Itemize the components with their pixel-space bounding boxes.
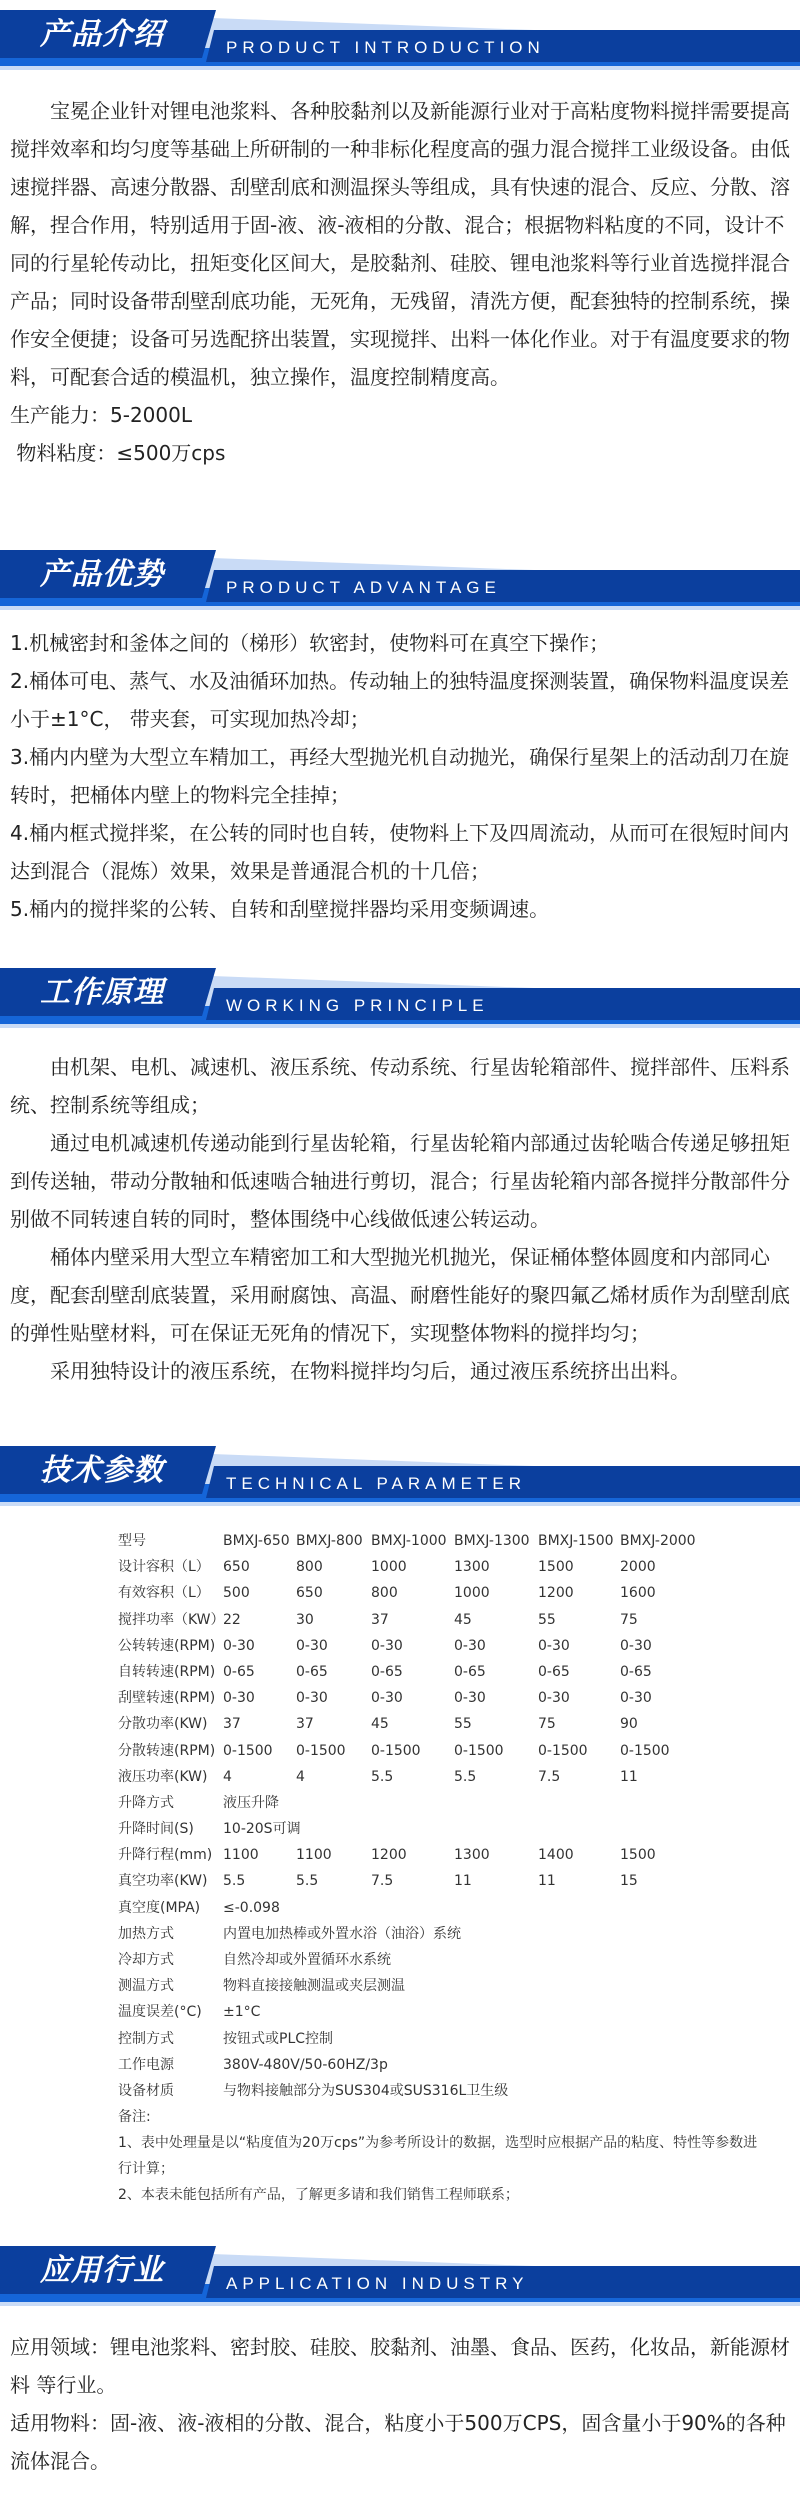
- table-cell: 5.5: [454, 1768, 477, 1785]
- section-working: [0, 958, 800, 1418]
- technical-banner: [0, 1436, 800, 1506]
- table-row: [118, 1921, 758, 1947]
- table-cell: 4: [223, 1768, 232, 1785]
- table-cell: 1000: [371, 1559, 407, 1576]
- table-header-cell: BMXJ-800: [296, 1533, 363, 1549]
- table-cell: 1100: [223, 1847, 259, 1864]
- working-body: [10, 1048, 794, 1390]
- table-row: [118, 1999, 758, 2025]
- table-cell: 0-1500: [454, 1742, 504, 1759]
- application-materials: 适用物料：固-液、液-液相的分散、混合，粘度小于500万CPS，固含量小于90%的各种流体混合。: [10, 2411, 786, 2473]
- section-technical: [0, 1436, 800, 2256]
- table-cell: 测温方式: [118, 1978, 174, 1995]
- table-cell: 55: [454, 1716, 472, 1733]
- advantage-item: 5.桶内的搅拌桨的公转、自转和刮壁搅拌器均采用变频调速。: [10, 897, 550, 921]
- note-item: 2、本表未能包括所有产品，了解更多请和我们销售工程师联系；: [118, 2187, 519, 2204]
- table-cell: 800: [371, 1585, 398, 1602]
- table-cell: 物料直接接触测温或夹层测温: [223, 1978, 405, 1995]
- intro-paragraph: 宝冕企业针对锂电池浆料、各种胶黏剂以及新能源行业对于高粘度物料搅拌需要提高搅拌效率和均匀度等基础上所研制的一种非标化程度高的强力混合搅拌工业级设备。由低速搅拌器、高速分散器、刮壁刮底和测温探头等组成，具有快速的混合、反应、分散、溶解，捏合作用，特别适用于固-液、液-液相的分散、混合；根据物料粘度的不同，设计不同的行星轮传动比，扭矩变化区间大，是胶黏剂、硅胶、锂电池浆料等行业首选搅拌混合产品；同时设备带刮壁刮底功能，无死角，无残留，清洗方便，配套独特的控制系统，操作安全便捷；设备可另选配挤出装置，实现搅拌、出料一体化作业。对于有温度要求的物料，可配套合适的模温机，独立操作，温度控制精度高。: [10, 99, 790, 389]
- table-cell: 5.5: [223, 1873, 246, 1890]
- table-row: [118, 1842, 758, 1868]
- table-header-row: [118, 1528, 758, 1554]
- advantage-title-en: PRODUCT ADVANTAGE: [226, 578, 501, 597]
- table-header-cell: 型号: [118, 1533, 146, 1549]
- table-cell: 1100: [296, 1847, 332, 1864]
- table-cell: 90: [620, 1716, 638, 1733]
- table-cell: 1300: [454, 1559, 490, 1576]
- table-cell: 5.5: [296, 1873, 319, 1890]
- table-cell: 分散转速(RPM): [118, 1742, 216, 1759]
- table-row: [118, 2026, 758, 2052]
- section-intro: [0, 0, 800, 520]
- table-cell: 1400: [538, 1847, 574, 1864]
- table-cell: 22: [223, 1611, 241, 1628]
- table-row: [118, 1738, 758, 1764]
- table-cell: 75: [620, 1611, 638, 1628]
- table-cell: 有效容积（L）: [118, 1585, 210, 1602]
- table-cell: 设备材质: [118, 2082, 174, 2099]
- table-cell: ±1°C: [223, 2004, 261, 2021]
- table-cell: 30: [296, 1611, 314, 1628]
- table-row: [118, 1764, 758, 1790]
- table-cell: 搅拌功率（KW）: [118, 1611, 225, 1628]
- table-cell: 37: [296, 1716, 314, 1733]
- table-cell: 0-65: [371, 1663, 403, 1680]
- intro-body: [10, 92, 794, 472]
- table-cell: 5.5: [371, 1768, 394, 1785]
- working-paragraph: 桶体内壁采用大型立车精密加工和大型抛光机抛光，保证桶体整体圆度和内部同心度，配套刮壁刮底装置，采用耐腐蚀、高温、耐磨性能好的聚四氟乙烯材质作为刮壁刮底的弹性贴壁材料，可在保证无死角的情况下，实现整体物料的搅拌均匀；: [10, 1245, 790, 1345]
- table-cell: 自转转速(RPM): [118, 1663, 216, 1680]
- intro-title: 产品介绍: [40, 17, 164, 52]
- parameter-table: [118, 1528, 758, 2208]
- table-cell: 真空度(MPA): [118, 1899, 201, 1916]
- table-cell: 11: [454, 1873, 472, 1890]
- table-cell: 11: [620, 1768, 638, 1785]
- table-cell: 800: [296, 1559, 323, 1576]
- table-cell: 2000: [620, 1559, 656, 1576]
- table-header-cell: BMXJ-2000: [620, 1533, 696, 1549]
- table-cell: 650: [296, 1585, 323, 1602]
- table-cell: 7.5: [538, 1768, 561, 1785]
- table-cell: 0-1500: [620, 1742, 670, 1759]
- table-cell: 与物料接触部分为SUS304或SUS316L卫生级: [223, 2082, 509, 2099]
- table-cell: 55: [538, 1611, 556, 1628]
- table-cell: 37: [371, 1611, 389, 1628]
- table-header-cell: BMXJ-650: [223, 1533, 290, 1549]
- table-cell: 37: [223, 1716, 241, 1733]
- table-cell: 0-30: [538, 1690, 570, 1707]
- working-paragraph: 由机架、电机、减速机、液压系统、传动系统、行星齿轮箱部件、搅拌部件、压料系统、控制系统等组成；: [10, 1055, 790, 1117]
- working-title-en: WORKING PRINCIPLE: [226, 996, 489, 1015]
- table-cell: 1300: [454, 1847, 490, 1864]
- table-cell: 0-65: [296, 1663, 328, 1680]
- table-header-cell: BMXJ-1500: [538, 1533, 614, 1549]
- table-row: [118, 1868, 758, 1894]
- table-cell: 15: [620, 1873, 638, 1890]
- table-row: [118, 1607, 758, 1633]
- table-cell: 0-65: [223, 1663, 255, 1680]
- table-cell: 0-30: [223, 1690, 255, 1707]
- table-cell: 加热方式: [118, 1925, 174, 1942]
- table-cell: 升降方式: [118, 1794, 174, 1811]
- advantage-item: 3.桶内内壁为大型立车精加工，再经大型抛光机自动抛光，确保行星架上的活动刮刀在旋转时，把桶体内壁上的物料完全挂掉；: [10, 745, 790, 807]
- advantage-item: 2.桶体可电、蒸气、水及油循环加热。传动轴上的独特温度探测装置，确保物料温度误差小于±1°C， 带夹套，可实现加热冷却；: [10, 669, 790, 731]
- table-cell: 0-30: [371, 1690, 403, 1707]
- table-cell: 公转转速(RPM): [118, 1637, 216, 1654]
- table-cell: 0-30: [296, 1690, 328, 1707]
- table-cell: 45: [454, 1611, 472, 1628]
- advantage-item: 4.桶内框式搅拌桨，在公转的同时也自转，使物料上下及四周流动，从而可在很短时间内达到混合（混炼）效果，效果是普通混合机的十几倍；: [10, 821, 790, 883]
- table-cell: 1600: [620, 1585, 656, 1602]
- table-cell: 1500: [538, 1559, 574, 1576]
- application-fields: 应用领域：锂电池浆料、密封胶、硅胶、胶黏剂、油墨、食品、医药，化妆品，新能源材料 等行业。: [10, 2335, 790, 2397]
- table-cell: 650: [223, 1559, 250, 1576]
- table-cell: 1200: [538, 1585, 574, 1602]
- section-application: [0, 2236, 800, 2496]
- table-row: [118, 1554, 758, 1580]
- working-paragraph: 通过电机减速机传递动能到行星齿轮箱，行星齿轮箱内部通过齿轮啮合传递足够扭矩到传送轴，带动分散轴和低速啮合轴进行剪切，混合；行星齿轮箱内部各搅拌分散部件分别做不同转速自转的同时，整体围绕中心线做低速公转运动。: [10, 1131, 790, 1231]
- table-cell: 温度误差(°C): [118, 2004, 202, 2021]
- table-cell: 分散功率(KW): [118, 1716, 208, 1733]
- application-title-en: APPLICATION INDUSTRY: [226, 2274, 529, 2293]
- table-cell: 升降时间(S): [118, 1821, 194, 1838]
- application-body: [10, 2328, 794, 2480]
- table-cell: 0-30: [620, 1690, 652, 1707]
- table-cell: 0-65: [538, 1663, 570, 1680]
- table-cell: 真空功率(KW): [118, 1873, 208, 1890]
- table-cell: 工作电源: [118, 2056, 174, 2073]
- table-cell: 刮壁转速(RPM): [118, 1690, 216, 1707]
- table-cell: 380V-480V/50-60HZ/3p: [223, 2056, 388, 2073]
- section-advantage: [0, 540, 800, 960]
- table-cell: 0-30: [371, 1637, 403, 1654]
- table-cell: 1200: [371, 1847, 407, 1864]
- table-row: [118, 1790, 758, 1816]
- table-cell: 7.5: [371, 1873, 394, 1890]
- notes-title: 备注:: [118, 2109, 151, 2126]
- table-cell: 0-30: [296, 1637, 328, 1654]
- intro-capacity: 生产能力：5-2000L: [10, 403, 192, 427]
- table-cell: 液压功率(KW): [118, 1768, 208, 1785]
- table-cell: 75: [538, 1716, 556, 1733]
- table-row: [118, 2052, 758, 2078]
- table-row: [118, 1633, 758, 1659]
- table-cell: 控制方式: [118, 2030, 174, 2047]
- intro-banner: [0, 0, 800, 70]
- table-cell: 0-30: [454, 1637, 486, 1654]
- table-cell: 45: [371, 1716, 389, 1733]
- table-cell: 0-1500: [296, 1742, 346, 1759]
- table-header-cell: BMXJ-1000: [371, 1533, 447, 1549]
- table-cell: 10-20S可调: [223, 1821, 301, 1838]
- table-cell: 自然冷却或外置循环水系统: [223, 1952, 391, 1968]
- table-cell: 0-65: [454, 1663, 486, 1680]
- table-cell: 1000: [454, 1585, 490, 1602]
- application-title: 应用行业: [40, 2253, 164, 2288]
- advantage-list: [10, 624, 794, 928]
- intro-title-en: PRODUCT INTRODUCTION: [226, 38, 545, 57]
- note-item: 1、表中处理量是以“粘度值为20万cps”为参考所设计的数据，选型时应根据产品的粘度、特性等参数进行计算；: [118, 2135, 758, 2178]
- table-cell: 4: [296, 1768, 305, 1785]
- table-cell: 升降行程(mm): [118, 1847, 213, 1864]
- working-title: 工作原理: [40, 975, 164, 1010]
- working-paragraph: 采用独特设计的液压系统，在物料搅拌均匀后，通过液压系统挤出出料。: [50, 1359, 690, 1383]
- table-cell: 11: [538, 1873, 556, 1890]
- table-cell: 按钮式或PLC控制: [223, 2030, 334, 2047]
- table-row: [118, 1947, 758, 1973]
- table-cell: 0-30: [620, 1637, 652, 1654]
- table-cell: 0-65: [620, 1663, 652, 1680]
- working-banner: [0, 958, 800, 1028]
- table-row: [118, 1816, 758, 1842]
- table-cell: 0-1500: [223, 1742, 273, 1759]
- table-cell: 500: [223, 1585, 250, 1602]
- table-row: [118, 1659, 758, 1685]
- table-row: [118, 1895, 758, 1921]
- table-cell: 0-30: [454, 1690, 486, 1707]
- table-row: [118, 1711, 758, 1737]
- table-row: [118, 1685, 758, 1711]
- table-row: [118, 1580, 758, 1606]
- table-row: [118, 1973, 758, 1999]
- table-cell: 0-1500: [538, 1742, 588, 1759]
- table-cell: 0-30: [223, 1637, 255, 1654]
- table-row: [118, 2078, 758, 2104]
- advantage-item: 1.机械密封和釜体之间的（梯形）软密封，使物料可在真空下操作；: [10, 631, 610, 655]
- table-cell: 0-30: [538, 1637, 570, 1654]
- table-cell: 0-1500: [371, 1742, 421, 1759]
- application-banner: [0, 2236, 800, 2306]
- intro-viscosity: 物料粘度：≤500万cps: [10, 441, 226, 465]
- table-header-cell: BMXJ-1300: [454, 1533, 530, 1549]
- technical-title: 技术参数: [40, 1453, 164, 1488]
- advantage-banner: [0, 540, 800, 610]
- table-cell: ≤-0.098: [223, 1899, 280, 1916]
- advantage-title: 产品优势: [40, 557, 164, 592]
- technical-title-en: TECHNICAL PARAMETER: [226, 1474, 526, 1493]
- table-cell: 设计容积（L）: [118, 1559, 210, 1576]
- table-cell: 1500: [620, 1847, 656, 1864]
- table-cell: 内置电加热棒或外置水浴（油浴）系统: [223, 1925, 461, 1942]
- table-cell: 液压升降: [223, 1794, 279, 1811]
- table-cell: 冷却方式: [118, 1952, 174, 1968]
